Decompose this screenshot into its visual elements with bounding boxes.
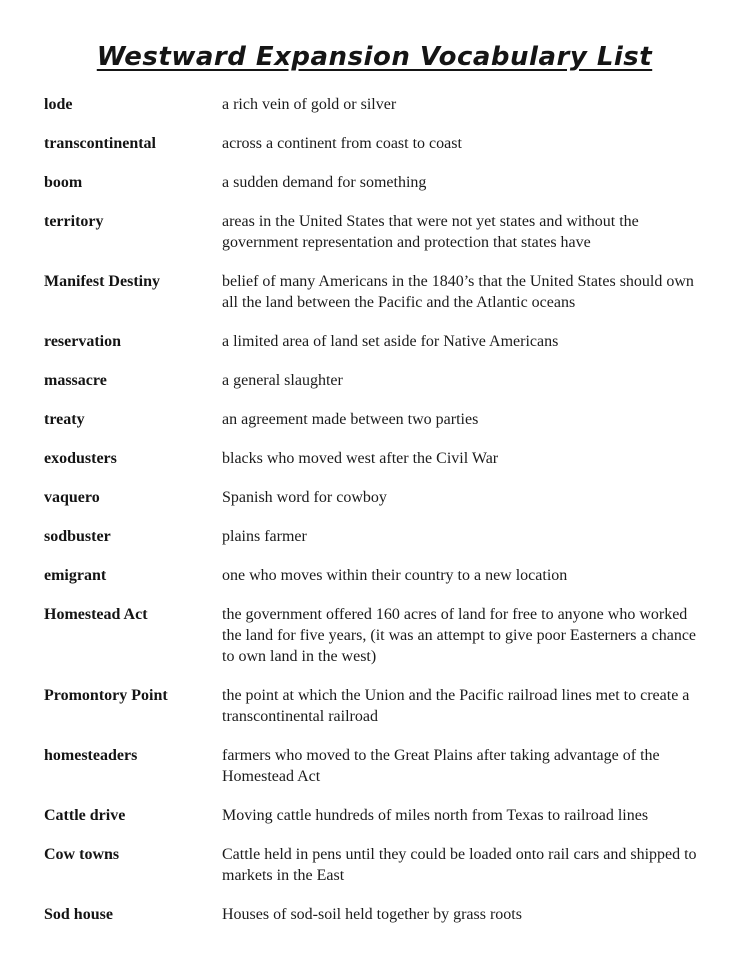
vocab-row <box>44 331 705 352</box>
term: Cattle drive <box>44 807 126 824</box>
vocab-row <box>44 526 705 547</box>
definition: a rich vein of gold or silver <box>222 96 397 113</box>
definition: the government offered 160 acres of land for free to anyone who worked the land for five years, (it was an attempt to give poor Easterners a chance to own land in the west) <box>222 606 697 665</box>
vocab-row <box>44 409 705 430</box>
definition: belief of many Americans in the 1840’s that the United States should own all the land between the Pacific and the Atlantic oceans <box>222 273 694 311</box>
vocab-row <box>44 487 705 508</box>
definition: across a continent from coast to coast <box>222 135 462 152</box>
vocab-row <box>44 271 705 313</box>
term: massacre <box>44 372 107 389</box>
vocab-row <box>44 448 705 469</box>
definition: a general slaughter <box>222 372 343 389</box>
term: exodusters <box>44 450 117 467</box>
vocab-row <box>44 844 705 886</box>
term: Sod house <box>44 906 113 923</box>
vocab-list <box>0 94 749 925</box>
term: transcontinental <box>44 135 156 152</box>
vocab-row <box>44 805 705 826</box>
definition: the point at which the Union and the Pacific railroad lines met to create a transcontinental railroad <box>222 687 690 725</box>
definition: one who moves within their country to a new location <box>222 567 568 584</box>
term: sodbuster <box>44 528 111 545</box>
term: Promontory Point <box>44 687 168 704</box>
definition: Cattle held in pens until they could be loaded onto rail cars and shipped to markets in the East <box>222 846 697 884</box>
vocab-row <box>44 370 705 391</box>
definition: Houses of sod-soil held together by grass roots <box>222 906 522 923</box>
term: lode <box>44 96 73 113</box>
vocab-row <box>44 94 705 115</box>
term: Cow towns <box>44 846 120 863</box>
definition: an agreement made between two parties <box>222 411 479 428</box>
title-section <box>0 0 749 72</box>
term: Manifest Destiny <box>44 273 160 290</box>
definition: Moving cattle hundreds of miles north from Texas to railroad lines <box>222 807 649 824</box>
term: Homestead Act <box>44 606 148 623</box>
term: vaquero <box>44 489 100 506</box>
definition: farmers who moved to the Great Plains after taking advantage of the Homestead Act <box>222 747 660 785</box>
term: treaty <box>44 411 85 428</box>
vocab-row <box>44 745 705 787</box>
vocab-row <box>44 904 705 925</box>
vocab-row <box>44 685 705 727</box>
definition: a sudden demand for something <box>222 174 427 191</box>
vocab-row <box>44 565 705 586</box>
vocab-row <box>44 172 705 193</box>
term: reservation <box>44 333 122 350</box>
term: boom <box>44 174 83 191</box>
definition: areas in the United States that were not yet states and without the government representation and protection that states have <box>222 213 639 251</box>
page-title: Westward Expansion Vocabulary List <box>96 42 653 72</box>
term: homesteaders <box>44 747 138 764</box>
vocab-row <box>44 133 705 154</box>
definition: blacks who moved west after the Civil War <box>222 450 499 467</box>
definition: plains farmer <box>222 528 307 545</box>
vocab-row <box>44 211 705 253</box>
definition: a limited area of land set aside for Native Americans <box>222 333 559 350</box>
term: territory <box>44 213 104 230</box>
definition: Spanish word for cowboy <box>222 489 387 506</box>
vocab-row <box>44 604 705 667</box>
term: emigrant <box>44 567 107 584</box>
